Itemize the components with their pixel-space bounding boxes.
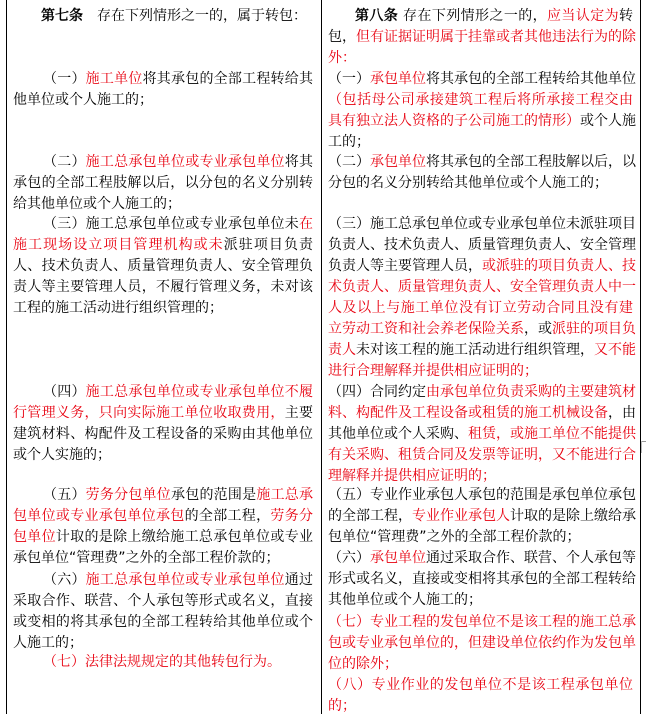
text-line <box>328 654 633 675</box>
text-segment: 将其 <box>284 153 314 170</box>
text-line <box>328 256 636 277</box>
text-line <box>13 214 313 235</box>
text-line <box>328 361 633 382</box>
text-segment: （五） <box>43 486 86 503</box>
text-segment: 未对该工程的施工活动进行组织管理， <box>356 341 594 358</box>
text-line <box>328 319 636 340</box>
highlighted-text: 具有独立法人资格的子公司施工的情形） <box>328 112 580 129</box>
text-segment: 派驻项目负责 <box>223 236 314 253</box>
text-segment: 或个人施 <box>580 112 636 129</box>
clause-7-7 <box>13 652 313 673</box>
highlighted-text: 术负责人、质量管理负责人、安全管理负责人中一 <box>328 278 636 295</box>
text-line <box>328 235 636 256</box>
text-line <box>328 424 636 445</box>
text-segment: 他单位或个人施工的； <box>13 91 153 108</box>
text-line <box>328 214 636 235</box>
highlighted-text: 施工总承包单位或专业承包单位 <box>85 571 285 588</box>
text-line <box>328 633 636 654</box>
text-line <box>13 445 313 466</box>
text-line <box>13 548 313 569</box>
text-segment: 人、技术负责人、质量管理负责人、安全管理负 <box>13 257 313 274</box>
article-number: 第七条 <box>41 7 83 24</box>
text-line <box>328 152 636 173</box>
clause-8-7 <box>328 612 636 675</box>
clause-8-4 <box>328 382 636 487</box>
text-line <box>13 570 313 591</box>
clause-8-6 <box>328 548 636 611</box>
clause-7-1 <box>13 69 313 111</box>
clause-7-6 <box>13 570 313 654</box>
text-line <box>13 69 313 90</box>
text-segment: 形式或名义，直接或变相将其承包的全部工程转给 <box>328 570 636 587</box>
highlighted-text: 承包单位 <box>370 153 426 170</box>
text-line <box>328 485 636 506</box>
highlighted-text: 有关采购、租赁合同及发票等证明，又不能进行合 <box>328 446 636 463</box>
article-8-title <box>328 6 636 69</box>
highlighted-text: 在 <box>299 215 313 232</box>
clause-8-8 <box>328 675 633 717</box>
clause-7-2 <box>13 152 313 215</box>
text-segment: 的全部工程， <box>184 507 271 524</box>
text-segment: 承包单位“管理费”之外的全部工程价款的； <box>13 549 280 566</box>
text-line <box>328 527 633 548</box>
text-line <box>328 675 633 696</box>
text-segment: （六） <box>328 549 370 566</box>
table-border-left <box>6 0 7 714</box>
text-segment: 工的； <box>328 133 370 150</box>
clause-8-5 <box>328 485 636 548</box>
text-segment: （五）专业作业承包人承包的范围是承包单位承包 <box>328 486 636 503</box>
highlighted-text: 承包单位 <box>370 549 426 566</box>
highlighted-text: 专业作业承包人 <box>412 507 510 524</box>
article-number: 第八条 <box>355 7 399 24</box>
text-segment: 通过采取合作、联营、个人承包等 <box>426 549 636 566</box>
clause-7-4 <box>13 382 313 466</box>
article-7-column <box>13 0 313 714</box>
highlighted-text: 责人 <box>328 341 356 358</box>
text-line <box>328 612 636 633</box>
text-line <box>13 591 313 612</box>
highlighted-text: 的； <box>328 697 356 714</box>
highlighted-text: 理解释并提供相应证明的； <box>328 467 496 484</box>
text-line <box>328 6 633 27</box>
text-line <box>328 340 636 361</box>
text-line <box>328 298 633 319</box>
article-7-title <box>13 6 313 27</box>
highlighted-text: 包单位 <box>13 528 56 545</box>
text-segment: （二） <box>43 153 86 170</box>
highlighted-text: 施工总承包单位或专业承包单位不履 <box>85 383 314 400</box>
text-line <box>328 445 636 466</box>
highlighted-text: 由承包单位负责采购的主要建筑材 <box>426 383 636 400</box>
text-segment: 计取的是除上缴给施工总承包单位或专业 <box>55 528 314 545</box>
text-line <box>13 527 313 548</box>
text-segment: 负责人、技术负责人、质量管理负责人、安全管理 <box>328 236 636 253</box>
text-line <box>328 696 633 717</box>
text-segment: ，由 <box>608 404 636 421</box>
text-line <box>328 48 633 69</box>
edge-marker-vertical <box>641 441 642 453</box>
highlighted-text: 包单位或专业承包单位承包 <box>13 507 185 524</box>
text-line <box>13 485 313 506</box>
text-segment: （四） <box>43 383 86 400</box>
highlighted-text: （七）专业工程的发包单位不是该工程的施工总承 <box>328 613 636 630</box>
highlighted-text: （包括母公司承接建筑工程后将所承接工程交由 <box>328 91 633 108</box>
highlighted-text: 进行合理解释并提供相应证明的； <box>328 362 538 379</box>
text-line <box>13 612 313 633</box>
text-line <box>13 173 313 194</box>
text-segment: 的全部工程， <box>328 507 412 524</box>
highlighted-text: 派驻的项目负 <box>552 320 636 337</box>
text-segment: 包单位“管理费”之外的全部工程价款的； <box>328 528 581 545</box>
highlighted-text: 但有证据证明属于挂靠或者其他违法行为的除 <box>356 28 636 45</box>
highlighted-text: 施工单位 <box>85 70 143 87</box>
text-segment: 主要 <box>284 404 314 421</box>
highlighted-text: 立劳动工资和社会养老保险关系 <box>328 320 524 337</box>
clause-7-3 <box>13 214 313 319</box>
text-segment: 给其他单位或个人施工的； <box>13 195 181 212</box>
highlighted-text: 劳务分 <box>270 507 314 524</box>
clause-8-1 <box>328 69 636 153</box>
text-segment: 其他单位或个人施工的； <box>328 591 482 608</box>
highlighted-text: 位的除外； <box>328 655 398 672</box>
text-segment: 承包的范围是 <box>171 486 257 503</box>
text-line <box>328 590 633 611</box>
text-segment: 将其承包的全部工程转给其 <box>142 70 314 87</box>
text-segment: 采取合作、联营、个人承包等形式或名义，直接 <box>13 592 313 609</box>
highlighted-text: 人及以上与施工单位没有订立劳动合同且没有建 <box>328 299 633 316</box>
text-segment: 包， <box>328 28 356 45</box>
text-line <box>328 569 636 590</box>
text-line <box>13 152 313 173</box>
text-segment: （二） <box>328 153 370 170</box>
highlighted-text: 劳务分包单位 <box>85 486 172 503</box>
text-segment: 建筑材料、构配件及工程设备的采购由其他单位 <box>13 425 313 442</box>
text-line <box>328 111 636 132</box>
text-segment: ，或 <box>524 320 552 337</box>
text-line <box>13 652 313 673</box>
highlighted-text: 租赁，或施工单位不能提供 <box>468 425 636 442</box>
text-line <box>328 506 636 527</box>
text-segment: 存在下列情形之一的，属于转包： <box>83 7 307 24</box>
text-segment: 存在下列情形之一的， <box>398 7 548 24</box>
highlighted-text: 或派驻的项目负责人、技 <box>482 257 636 274</box>
text-line <box>328 90 633 111</box>
text-segment: 或变相的将其承包的全部工程转给其他单位或个 <box>13 613 313 630</box>
text-segment: 或个人实施的； <box>13 446 111 463</box>
text-line <box>13 235 313 256</box>
text-line <box>13 194 313 215</box>
text-segment: 转 <box>619 7 634 24</box>
table-border-middle <box>321 0 322 714</box>
highlighted-text: 包或专业承包单位的，但建设单位依约作为发包单 <box>328 634 636 651</box>
text-segment: 人施工的； <box>13 634 83 651</box>
highlighted-text: 施工现场设立项目管理机构或未 <box>13 236 224 253</box>
text-line <box>328 277 636 298</box>
text-segment: 通过 <box>284 571 314 588</box>
text-line <box>13 382 313 403</box>
text-segment: （一） <box>328 70 370 87</box>
text-segment: （三）施工总承包单位或专业承包单位未 <box>43 215 299 232</box>
highlighted-text: 承包单位 <box>370 70 426 87</box>
text-segment: （四）合同约定 <box>328 383 426 400</box>
text-segment: 负责人等主要管理人员， <box>328 257 482 274</box>
highlighted-text: 又不能 <box>594 341 636 358</box>
text-line <box>13 277 313 298</box>
highlighted-text: 施工总承包单位或专业承包单位 <box>85 153 285 170</box>
table-border-right <box>640 0 641 714</box>
text-line <box>328 548 636 569</box>
clause-7-5 <box>13 485 313 569</box>
highlighted-text: 施工总承 <box>256 486 314 503</box>
text-segment: 工程的施工活动进行组织管理的； <box>13 299 223 316</box>
text-line <box>328 173 633 194</box>
clause-8-2 <box>328 152 636 194</box>
text-segment: 责人等主要管理人员，不履行管理义务，未对该 <box>13 278 313 295</box>
text-line <box>328 132 633 153</box>
text-segment: 分包的名义分别转给其他单位或个人施工的； <box>328 174 608 191</box>
text-segment: （三）施工总承包单位或专业承包单位未派驻项目 <box>328 215 636 232</box>
text-line <box>328 403 636 424</box>
highlighted-text: 应当认定为 <box>547 7 620 24</box>
highlighted-text: （八）专业作业的发包单位不是该工程承包单位 <box>328 676 633 693</box>
text-segment: （六） <box>43 571 86 588</box>
text-line <box>328 466 633 487</box>
text-line <box>13 506 313 527</box>
text-line <box>328 382 636 403</box>
text-segment: 将其承包的全部工程肢解以后，以 <box>426 153 636 170</box>
highlighted-text: 行管理义务，只向实际施工单位收取费用， <box>13 404 285 421</box>
text-line <box>13 633 313 654</box>
text-segment: 将其承包的全部工程转给其他单位 <box>426 70 636 87</box>
text-line <box>328 69 636 90</box>
highlighted-text: 料、构配件及工程设备或租赁的施工机械设备 <box>328 404 608 421</box>
highlighted-text: 外： <box>328 49 356 66</box>
text-line <box>13 90 313 111</box>
clause-8-3 <box>328 214 636 382</box>
text-line <box>13 256 313 277</box>
text-line <box>13 424 313 445</box>
text-line <box>13 298 313 319</box>
text-segment: （一） <box>43 70 86 87</box>
text-line <box>328 27 636 48</box>
highlighted-text: （七）法律法规规定的其他转包行为。 <box>43 653 281 670</box>
article-8-column <box>328 0 636 714</box>
text-segment: 计取的是除上缴给承 <box>510 507 636 524</box>
text-segment: 其他单位或个人采购、 <box>328 425 468 442</box>
text-line <box>13 403 313 424</box>
text-line <box>13 6 313 27</box>
text-segment: 承包的全部工程肢解以后，以分包的名义分别转 <box>13 174 313 191</box>
